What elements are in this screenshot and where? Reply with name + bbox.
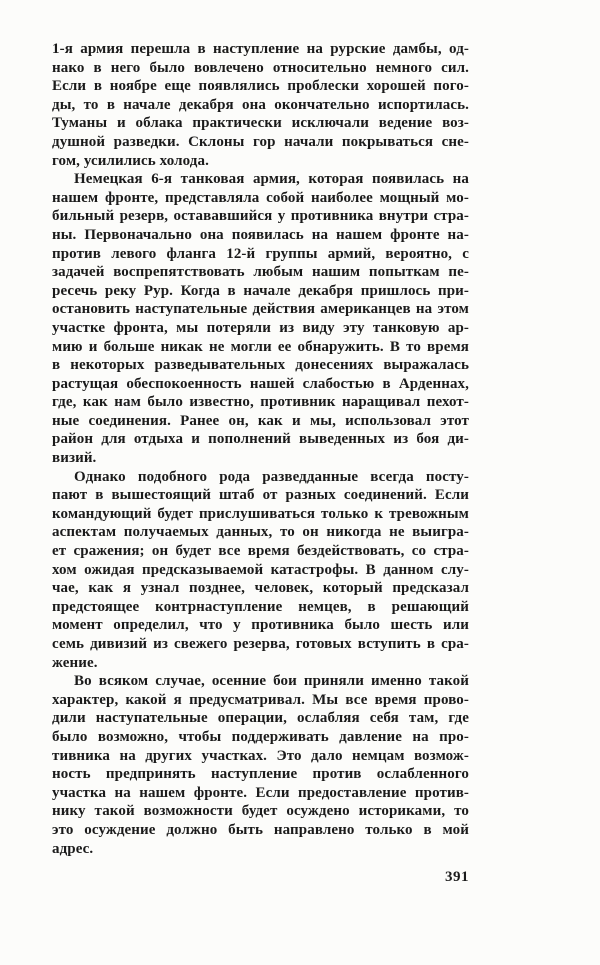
text-line: семь дивизий из свежего резерва, готовых вступить в сра- <box>52 636 469 652</box>
text-line: против левого фланга 12-й группы армий, вероятно, с <box>52 245 469 262</box>
text-line: ность предпринять наступление против ослабленного <box>52 766 469 783</box>
text-line: участке фронта, мы потеряли из виду эту танковую ар- <box>52 319 469 336</box>
text-line: остановить наступательные действия американцев на этом <box>52 301 469 318</box>
text-line: момент определил, что у противника было шесть или <box>52 617 469 634</box>
text-line: ет сражения; он будет все время бездействовать, со стра- <box>52 543 469 560</box>
text-line: район для отдыха и пополнений выведенных из боя ди- <box>52 431 469 448</box>
text-line: хом ожидая предсказываемой катастрофы. В данном слу- <box>52 561 469 578</box>
text-line: пают в вышестоящий штаб от разных соединений. Если <box>52 487 469 504</box>
text-line: нику такой возможности будет осуждено историками, то <box>52 803 469 820</box>
text-line: жение. <box>52 654 98 671</box>
text-line: ресечь реку Рур. Когда в начале декабря пришлось при- <box>52 282 469 299</box>
text-line: нако в него было вовлечено относительно немного сил. <box>52 59 469 76</box>
text-line: бильный резерв, остававшийся у противника внутри стра- <box>52 208 469 225</box>
text-line: было возможно, чтобы поддерживать давление на про- <box>52 728 469 745</box>
text-line: Во всяком случае, осенние бои приняли именно такой <box>74 673 469 690</box>
text-line: аспектам получаемых данных, то он никогда не выигра- <box>52 524 469 541</box>
text-line: Если в ноябре еще появлялись проблески хорошей пого- <box>52 78 469 95</box>
text-line: ны. Первоначально она появилась на нашем фронте на- <box>52 226 469 243</box>
text-line: Однако подобного рода разведданные всегда посту- <box>74 468 469 485</box>
text-line: гом, усилились холода. <box>52 152 209 169</box>
text-line: Немецкая 6-я танковая армия, которая появилась на <box>74 171 469 188</box>
text-line: визий. <box>52 450 97 467</box>
text-line: тивника на других участках. Это дало немцам возмож- <box>52 747 469 764</box>
text-line: ды, то в начале декабря она окончательно испортилась. <box>52 96 469 113</box>
text-line: Туманы и облака практически исключали ведение воз- <box>52 115 469 132</box>
text-line: мию и больше никак не могли ее обнаружить. В то время <box>52 338 469 355</box>
text-line: в некоторых разведывательных донесениях выражалась <box>52 357 469 374</box>
text-line: чае, как я узнал позднее, человек, который предсказал <box>52 580 469 597</box>
text-line: 1-я армия перешла в наступление на рурские дамбы, од- <box>52 41 469 57</box>
page-number: 391 <box>445 869 469 885</box>
text-line: растущая обеспокоенность нашей слабостью в Арденнах, <box>52 375 469 392</box>
text-line: это осуждение должно быть направлено только в мой <box>52 821 469 838</box>
text-line: душной разведки. Склоны гор начали покрываться сне- <box>52 133 469 150</box>
text-line: участка на нашем фронте. Если предоставление против- <box>52 784 469 801</box>
text-line: предстоящее контрнаступление немцев, в решающий <box>52 598 469 615</box>
text-line: адрес. <box>52 840 94 857</box>
text-line: задачей воспрепятствовать любым нашим попыткам пе- <box>52 264 469 281</box>
text-line: ные соединения. Ранее он, как и мы, использовал этот <box>52 412 469 429</box>
text-line: командующий будет прислушиваться только к тревожным <box>52 505 469 522</box>
text-line: характер, какой я предусматривал. Мы все время прово- <box>52 691 469 708</box>
text-line: дили наступательные операции, ослабляя себя там, где <box>52 710 469 727</box>
text-line: где, как нам было известно, противник наращивал пехот- <box>52 394 469 411</box>
text-block <box>52 40 469 858</box>
text-line: нашем фронте, представляла собой наиболее мощный мо- <box>52 189 469 206</box>
